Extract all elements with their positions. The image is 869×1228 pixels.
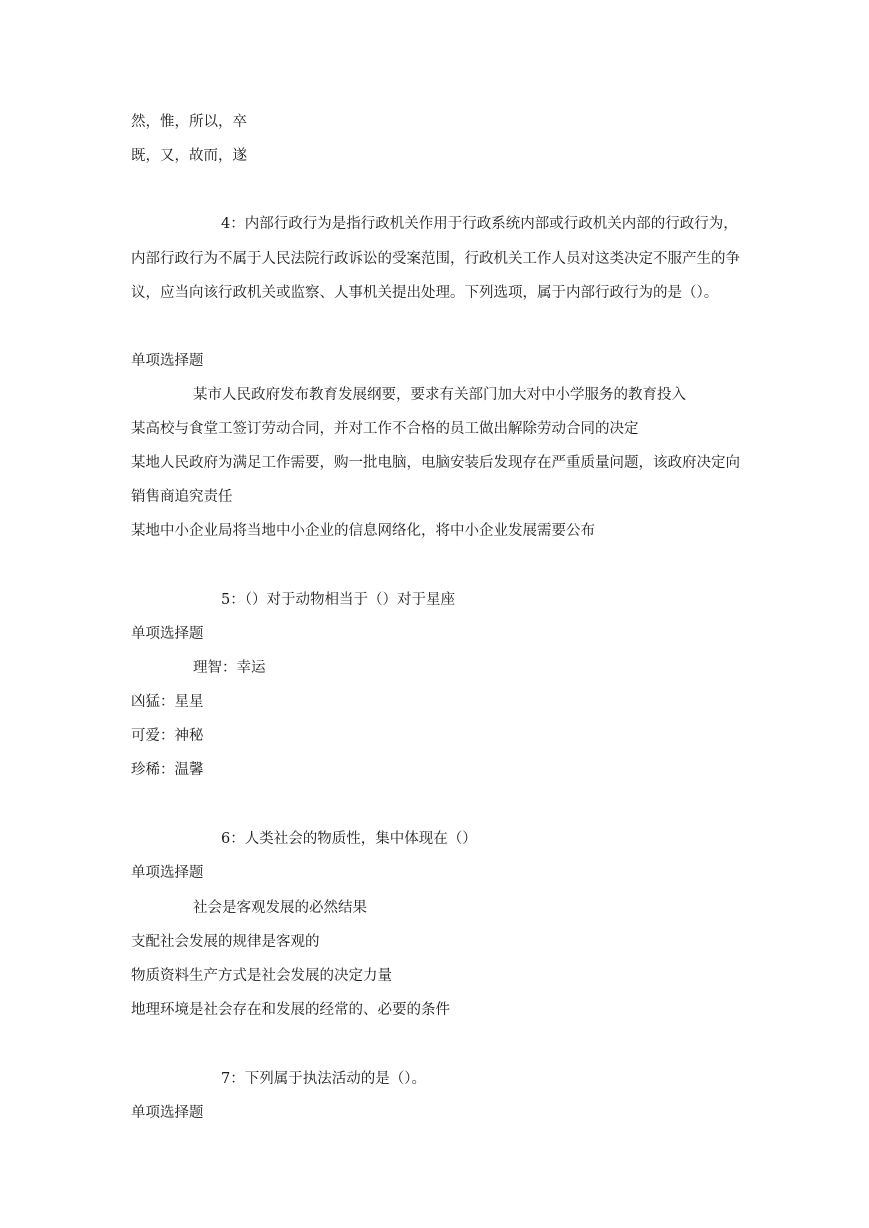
option-text: 既，又，故而，遂 xyxy=(131,148,247,164)
question-6-option-d: 地理环境是社会存在和发展的经常的、必要的条件 xyxy=(131,1002,450,1018)
question-7-type: 单项选择题 xyxy=(131,1105,204,1121)
question-4-option-a: 某市人民政府发布教育发展纲要，要求有关部门加大对中小学服务的教育投入 xyxy=(193,387,686,403)
question-5-option-c: 可爱：神秘 xyxy=(131,728,204,744)
question-5-type: 单项选择题 xyxy=(131,626,204,642)
question-5-option-b: 凶猛：星星 xyxy=(131,694,204,710)
question-6-type: 单项选择题 xyxy=(131,865,204,881)
question-6-option-c: 物质资料生产方式是社会发展的决定力量 xyxy=(131,968,392,984)
question-4-option-d: 某地中小企业局将当地中小企业的信息网络化，将中小企业发展需要公布 xyxy=(131,523,595,539)
question-4-option-b: 某高校与食堂工签订劳动合同，并对工作不合格的员工做出解除劳动合同的决定 xyxy=(131,421,639,437)
question-4-option-c: 某地人民政府为满足工作需要，购一批电脑，电脑安装后发现存在严重质量问题，该政府决定向销售商追究责任 xyxy=(131,455,740,505)
question-5-stem: 5：（）对于动物相当于（）对于星座 xyxy=(221,592,455,608)
question-4-type: 单项选择题 xyxy=(131,353,204,369)
question-6-option-b: 支配社会发展的规律是客观的 xyxy=(131,934,320,950)
question-6-stem: 6：人类社会的物质性，集中体现在（） xyxy=(221,831,477,847)
question-4-stem: 4：内部行政行为是指行政机关作用于行政系统内部或行政机关内部的行政行为，内部行政行为不属于人民法院行政诉讼的受案范围，行政机关工作人员对这类决定不服产生的争议，应当向该行政机关或监察、人事机关提出处理。下列选项，属于内部行政行为的是（）。 xyxy=(131,216,740,301)
option-text: 然，惟，所以，卒 xyxy=(131,114,247,130)
question-7-stem: 7：下列属于执法活动的是（）。 xyxy=(221,1071,426,1087)
question-6-option-a: 社会是客观发展的必然结果 xyxy=(193,900,367,916)
question-5-option-d: 珍稀：温馨 xyxy=(131,762,204,778)
question-5-option-a: 理智：幸运 xyxy=(193,660,266,676)
